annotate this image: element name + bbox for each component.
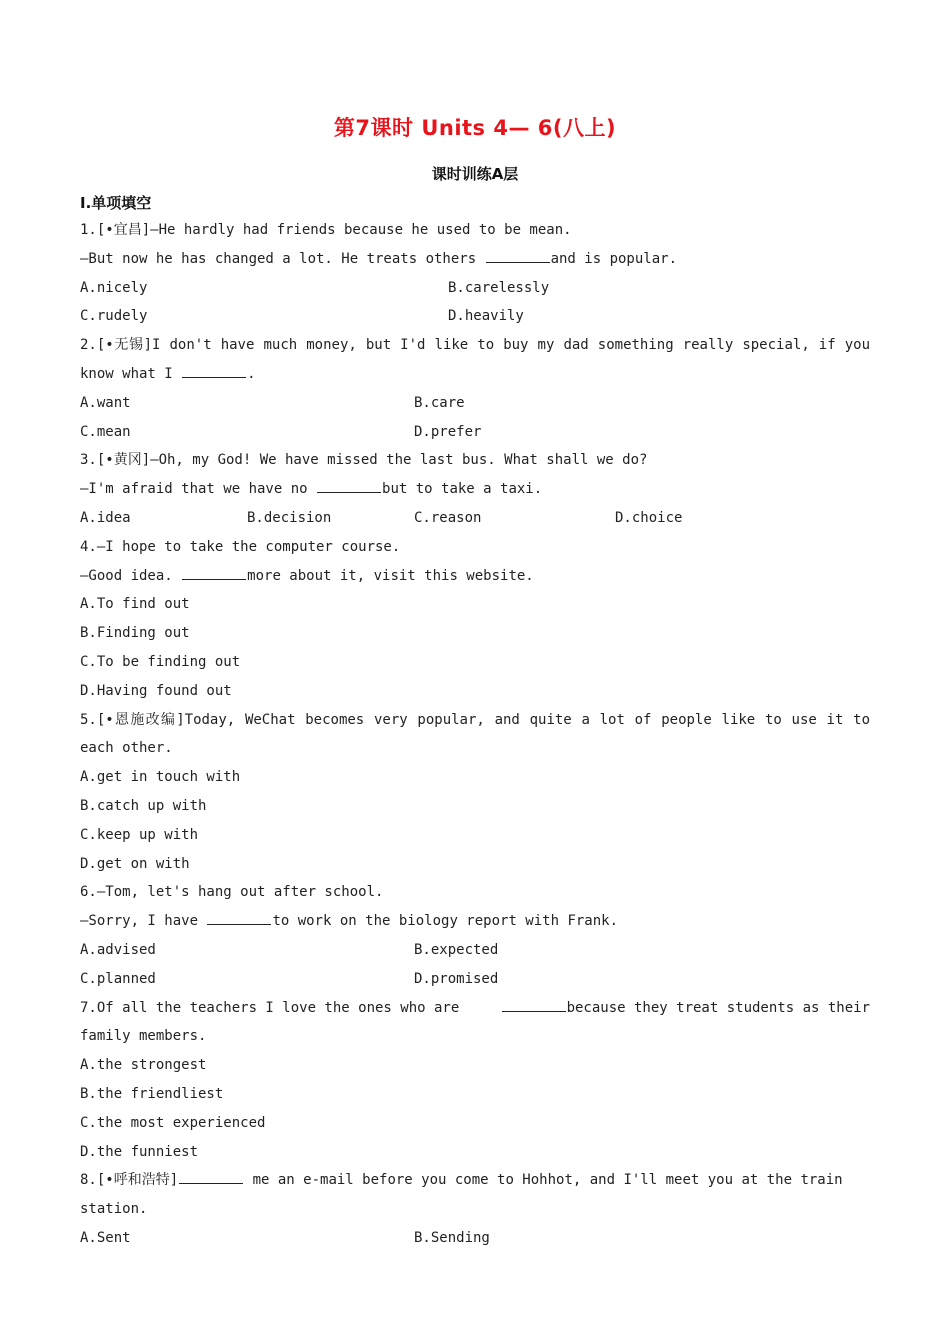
question-7-stem — [80, 994, 870, 1023]
option-c: C.mean — [80, 423, 131, 440]
q3-text-a: —I'm afraid that we have no — [80, 481, 317, 498]
question-2-stem: 2.[•无锡]I don't have much money, but I'd like to buy my dad something really special, if you — [80, 337, 870, 354]
answer-blank — [486, 261, 550, 263]
question-6-options-row-1 — [80, 936, 870, 965]
q6-text-b: to work on the biology report with Frank. — [272, 913, 619, 930]
option-c: C.To be finding out — [80, 653, 241, 670]
option-a: A.get in touch with — [80, 769, 241, 786]
option-a: A.nicely — [80, 279, 148, 296]
question-7-stem-cont: family members. — [80, 1028, 207, 1045]
option-d: D.heavily — [448, 308, 524, 325]
question-8-stem-cont: station. — [80, 1201, 148, 1218]
question-1-options-row-1 — [80, 274, 870, 303]
q1-text-b: and is popular. — [550, 250, 678, 267]
answer-blank — [502, 1010, 566, 1012]
q1-text-a: —But now he has changed a lot. He treats others — [80, 250, 485, 267]
option-c: C.reason — [414, 509, 482, 526]
option-c: C.the most experienced — [80, 1114, 266, 1131]
option-a: A.want — [80, 394, 131, 411]
question-6-stem: 6.—Tom, let's hang out after school. — [80, 884, 384, 901]
q4-text-a: —Good idea. — [80, 567, 182, 584]
option-d: D.the funniest — [80, 1143, 199, 1160]
option-b: B.Sending — [414, 1229, 490, 1246]
option-d: D.promised — [414, 970, 499, 987]
q8-text-b: me an e-mail before you come to Hohhot, and I'll meet you at the train — [244, 1172, 843, 1189]
option-a: A.the strongest — [80, 1057, 207, 1074]
option-d: D.choice — [615, 509, 683, 526]
answer-blank — [207, 923, 271, 925]
option-a: A.advised — [80, 941, 156, 958]
option-b: B.carelessly — [448, 279, 550, 296]
option-c: C.rudely — [80, 308, 148, 325]
option-c: C.keep up with — [80, 826, 199, 843]
option-b: B.Finding out — [80, 625, 190, 642]
question-2-options-row-1 — [80, 389, 870, 418]
question-5-stem-cont: each other. — [80, 740, 173, 757]
option-b: B.the friendliest — [80, 1085, 224, 1102]
answer-blank — [317, 491, 381, 493]
question-1-reply — [80, 245, 870, 274]
option-d: D.prefer — [414, 423, 482, 440]
question-2-options-row-2 — [80, 418, 870, 447]
question-6-reply — [80, 907, 870, 936]
q4-text-b: more about it, visit this website. — [247, 567, 534, 584]
q3-text-b: but to take a taxi. — [382, 481, 543, 498]
option-b: B.care — [414, 394, 465, 411]
question-3-stem: 3.[•黄冈]—Oh, my God! We have missed the last bus. What shall we do? — [80, 452, 648, 469]
answer-blank — [179, 1182, 243, 1184]
option-a: A.Sent — [80, 1229, 131, 1246]
q6-text-a: —Sorry, I have — [80, 913, 207, 930]
q8-text-a: 8.[•呼和浩特] — [80, 1172, 179, 1189]
question-1-stem: 1.[•宜昌]—He hardly had friends because he used to be mean. — [80, 222, 572, 238]
lesson-subtitle: 课时训练A层 — [431, 165, 519, 183]
question-1-options-row-2 — [80, 302, 870, 331]
q7-text-b: because they treat students as their — [566, 999, 870, 1016]
section-heading: Ⅰ.单项填空 — [80, 194, 152, 212]
option-b: B.expected — [414, 941, 499, 958]
question-4-stem: 4.—I hope to take the computer course. — [80, 538, 401, 555]
option-d: D.get on with — [80, 855, 190, 872]
question-2-stem-cont — [80, 360, 870, 389]
lesson-title: 第7课时 Units 4— 6(八上) — [333, 116, 617, 140]
answer-blank — [182, 376, 246, 378]
q2-text-a: know what I — [80, 365, 182, 382]
answer-blank — [182, 578, 246, 580]
question-6-options-row-2 — [80, 965, 870, 994]
q2-text-b: . — [247, 365, 256, 382]
question-8-options-row-1 — [80, 1224, 870, 1253]
option-d: D.Having found out — [80, 682, 232, 699]
option-c: C.planned — [80, 970, 156, 987]
question-8-stem — [80, 1166, 870, 1195]
question-list — [80, 216, 870, 1253]
option-b: B.decision — [247, 509, 332, 526]
option-a: A.To find out — [80, 596, 190, 613]
question-5-stem: 5.[•恩施改编]Today, WeChat becomes very popular, and quite a lot of people like to use it to — [80, 711, 870, 728]
option-b: B.catch up with — [80, 797, 207, 814]
question-4-reply — [80, 562, 870, 591]
question-3-options — [80, 504, 870, 533]
q7-text-a: 7.Of all the teachers I love the ones who are — [80, 999, 460, 1016]
option-a: A.idea — [80, 509, 131, 526]
question-3-reply — [80, 475, 870, 504]
